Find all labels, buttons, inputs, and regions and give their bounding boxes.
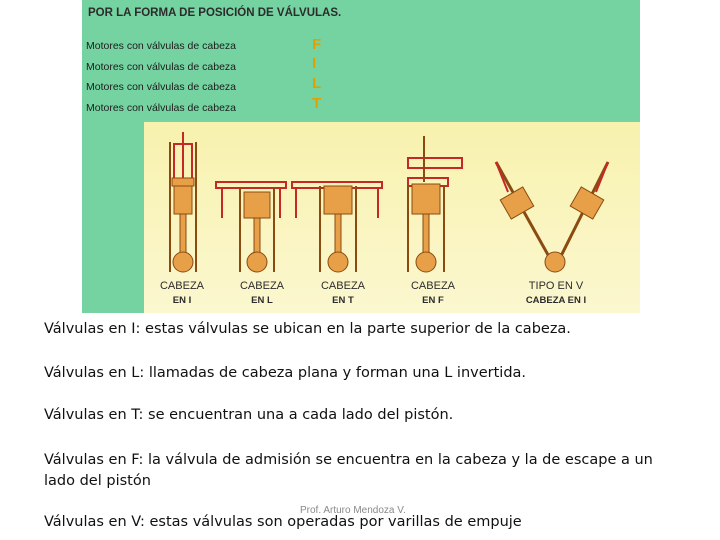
figure-title: POR LA FORMA DE POSICIÓN DE VÁLVULAS. bbox=[88, 7, 342, 19]
paragraph-valves-f: Válvulas en F: la válvula de admisión se encuentra en la cabeza y la de escape a un lado del pistón bbox=[44, 452, 653, 489]
engine-caption: CABEZA bbox=[239, 280, 284, 292]
paragraph-valves-i: Válvulas en I: estas válvulas se ubican en la parte superior de la cabeza. bbox=[44, 321, 571, 337]
engine-caption: TIPO EN V bbox=[528, 280, 584, 292]
valve-diagram-figure bbox=[82, 0, 640, 313]
filt-letter: I bbox=[312, 55, 317, 72]
motor-line: Motores con válvulas de cabeza bbox=[86, 61, 236, 73]
engine-f-head-illustration bbox=[408, 136, 462, 272]
engine-caption-sub: CABEZA EN I bbox=[525, 295, 587, 306]
motor-line: Motores con válvulas de cabeza bbox=[86, 102, 236, 114]
engine-t-head-illustration bbox=[292, 182, 382, 272]
footer-author: Prof. Arturo Mendoza V. bbox=[300, 505, 406, 516]
engine-illustration-panel bbox=[144, 122, 640, 313]
filt-letter: T bbox=[312, 95, 322, 112]
engine-v-type-illustration bbox=[496, 162, 608, 272]
engine-caption: CABEZA bbox=[410, 280, 455, 292]
filt-letter: F bbox=[312, 36, 322, 53]
engine-caption-sub: EN F bbox=[422, 295, 444, 306]
motor-line: Motores con válvulas de cabeza bbox=[86, 81, 236, 93]
filt-letter: L bbox=[312, 75, 322, 92]
engine-caption-sub: EN L bbox=[251, 295, 273, 306]
engine-l-head-illustration bbox=[216, 182, 286, 272]
paragraph-valves-l: Válvulas en L: llamadas de cabeza plana y forman una L invertida. bbox=[44, 365, 527, 381]
engine-caption: CABEZA bbox=[159, 280, 204, 292]
engine-caption-sub: EN I bbox=[172, 295, 192, 306]
engine-i-head-illustration bbox=[170, 132, 196, 272]
paragraph-valves-v: Válvulas en V: estas válvulas son operadas por varillas de empuje bbox=[44, 514, 522, 530]
engine-caption-sub: EN T bbox=[332, 295, 354, 306]
motor-line: Motores con válvulas de cabeza bbox=[86, 40, 236, 52]
paragraph-valves-t: Válvulas en T: se encuentran una a cada lado del pistón. bbox=[44, 407, 454, 423]
engine-caption: CABEZA bbox=[320, 280, 365, 292]
